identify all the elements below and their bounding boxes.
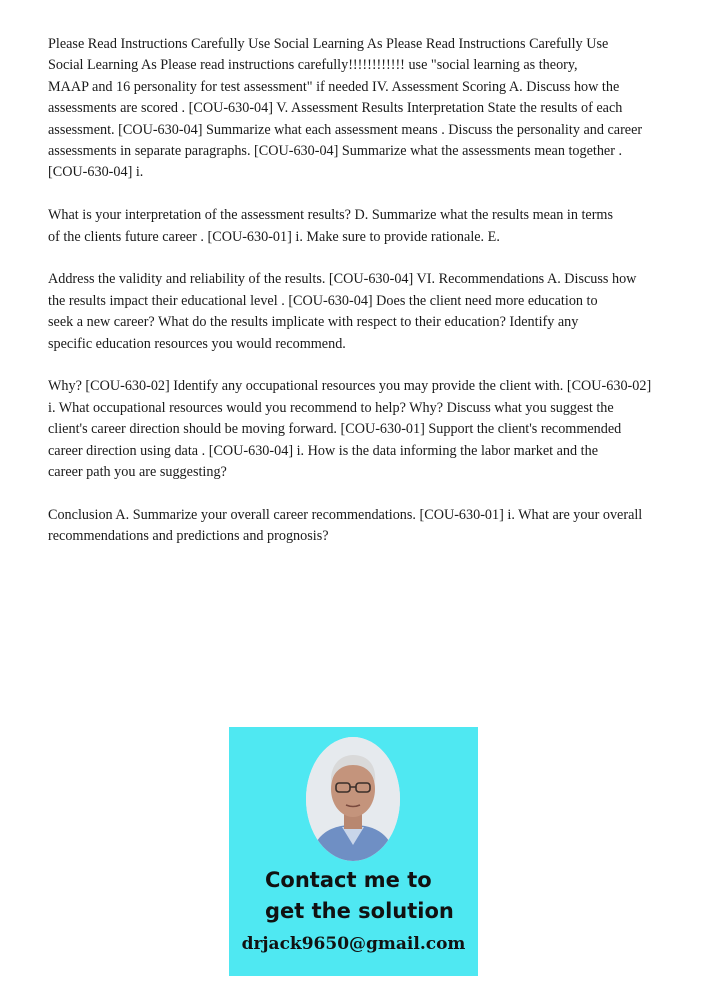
text-line: seek a new career? What do the results implicate with respect to their education? Identify any bbox=[48, 314, 579, 331]
text-line: career direction using data . [COU-630-04] i. How is the data informing the labor market and the bbox=[48, 442, 598, 459]
text-line: recommendations and predictions and prognosis? bbox=[48, 528, 329, 545]
text-line: i. What occupational resources would you recommend to help? Why? Discuss what you suggest the bbox=[48, 399, 614, 416]
paragraph-1 bbox=[48, 34, 668, 184]
text-line: the results impact their educational level . [COU-630-04] Does the client need more education to bbox=[48, 292, 598, 309]
text-line: assessments are scored . [COU-630-04] V. Assessment Results Interpretation State the results of each bbox=[48, 100, 623, 117]
contact-heading-line-1: Contact me to bbox=[265, 868, 432, 892]
paragraph-3 bbox=[48, 269, 668, 355]
contact-email-link[interactable]: drjack9650@gmail.com bbox=[241, 934, 466, 954]
text-line: MAAP and 16 personality for test assessment" if needed IV. Assessment Scoring A. Discuss how the bbox=[48, 78, 620, 95]
text-line: Why? [COU-630-02] Identify any occupational resources you may provide the client with. [COU-630-02] bbox=[48, 378, 652, 395]
document-body bbox=[48, 34, 668, 569]
paragraph-2 bbox=[48, 205, 668, 248]
text-line: Conclusion A. Summarize your overall career recommendations. [COU-630-01] i. What are your overall bbox=[48, 506, 643, 523]
text-line: specific education resources you would recommend. bbox=[48, 335, 346, 352]
text-line: [COU-630-04] i. bbox=[48, 164, 144, 181]
text-line: career path you are suggesting? bbox=[48, 464, 227, 481]
text-line: Please Read Instructions Carefully Use Social Learning As Please Read Instructions Carefully Use bbox=[48, 36, 609, 52]
text-line: client's career direction should be moving forward. [COU-630-01] Support the client's recommended bbox=[48, 421, 622, 438]
text-line: of the clients future career . [COU-630-01] i. Make sure to provide rationale. E. bbox=[48, 228, 500, 245]
paragraph-5 bbox=[48, 505, 668, 548]
text-line: assessment. [COU-630-04] Summarize what each assessment means . Discuss the personality and career bbox=[48, 121, 643, 138]
text-line: assessments in separate paragraphs. [COU-630-04] Summarize what the assessments mean together . bbox=[48, 143, 623, 160]
paragraph-4 bbox=[48, 376, 668, 483]
text-line: Address the validity and reliability of the results. [COU-630-04] VI. Recommendations A. Discuss how bbox=[48, 271, 637, 288]
text-line: What is your interpretation of the assessment results? D. Summarize what the results mean in terms bbox=[48, 207, 613, 224]
person-portrait-icon bbox=[306, 737, 400, 861]
text-line: Social Learning As Please read instructions carefully!!!!!!!!!!!! use "social learning as theory, bbox=[48, 57, 578, 74]
contact-heading-line-2: get the solution bbox=[265, 899, 454, 923]
contact-ad-banner[interactable] bbox=[229, 727, 478, 976]
